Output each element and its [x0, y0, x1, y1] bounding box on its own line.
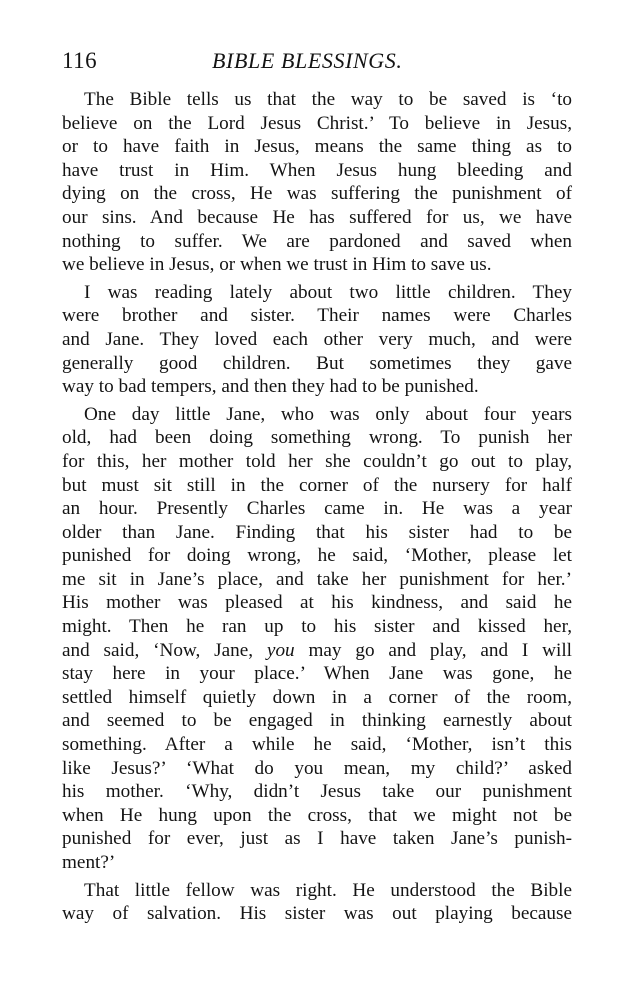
text-line: when He hung upon the cross, that we might not be: [62, 804, 572, 826]
text-line: me sit in Jane’s place, and take her punishment for her.’: [62, 568, 572, 590]
text-line: or to have faith in Jesus, means the same thing as to: [62, 136, 572, 158]
text-line: stay here in your place.’ When Jane was gone, he: [62, 663, 572, 685]
text-line: we believe in Jesus, or when we trust in Him to save us.: [62, 254, 492, 276]
paragraph: [62, 403, 572, 875]
text-line: and Jane. They loved each other very much, and were: [62, 328, 572, 350]
text-line: settled himself quietly down in a corner of the room,: [62, 686, 572, 708]
text-line: way to bad tempers, and then they had to be punished.: [62, 376, 479, 398]
text-line: for this, her mother told her she couldn’t go out to play,: [62, 450, 572, 472]
text-line: an hour. Presently Charles came in. He was a year: [62, 498, 572, 520]
text-line: ment?’: [62, 852, 116, 873]
text-line: older than Jane. Finding that his sister had to be: [62, 521, 572, 543]
text-line: dying on the cross, He was suffering the punishment of: [62, 183, 572, 205]
running-title: BIBLE BLESSINGS.: [212, 48, 403, 73]
page-header: [62, 48, 572, 82]
text-line: One day little Jane, who was only about four years: [84, 403, 572, 425]
text-line: his mother. ‘Why, didn’t Jesus take our punishment: [62, 781, 572, 803]
text-line: but must sit still in the corner of the nursery for half: [62, 474, 572, 496]
text-line: old, had been doing something wrong. To punish her: [62, 427, 572, 449]
paragraph: [62, 879, 572, 926]
book-page: [62, 48, 572, 930]
text-line: nothing to suffer. We are pardoned and saved when: [62, 230, 572, 252]
text-line: His mother was pleased at his kindness, and said he: [62, 592, 572, 614]
paragraph: [62, 88, 572, 277]
text-line: believe on the Lord Jesus Christ.’ To believe in Jesus,: [62, 112, 572, 134]
text-line: The Bible tells us that the way to be saved is ‘to: [84, 89, 572, 110]
text-line: like Jesus?’ ‘What do you mean, my child?’ asked: [62, 757, 572, 779]
text-line: and said, ‘Now, Jane, you may go and play, and I will: [62, 639, 572, 661]
text-line: way of salvation. His sister was out playing because: [62, 903, 572, 925]
text-line: I was reading lately about two little children. They: [84, 281, 572, 303]
text-line: our sins. And because He has suffered for us, we have: [62, 206, 572, 228]
text-line: punished for ever, just as I have taken Jane’s punish-: [62, 828, 572, 850]
text-line: something. After a while he said, ‘Mother, isn’t this: [62, 734, 572, 756]
text-line: were brother and sister. Their names were Charles: [62, 305, 572, 327]
text-line: punished for doing wrong, he said, ‘Mother, please let: [62, 545, 572, 567]
paragraph: [62, 281, 572, 399]
page-number: 116: [62, 48, 98, 73]
text-line: That little fellow was right. He understood the Bible: [84, 879, 572, 901]
text-line: generally good children. But sometimes they gave: [62, 352, 572, 374]
text-line: have trust in Him. When Jesus hung bleeding and: [62, 159, 572, 181]
text-line: might. Then he ran up to his sister and kissed her,: [62, 616, 572, 638]
text-line: and seemed to be engaged in thinking earnestly about: [62, 710, 572, 732]
body-text: [62, 88, 572, 926]
